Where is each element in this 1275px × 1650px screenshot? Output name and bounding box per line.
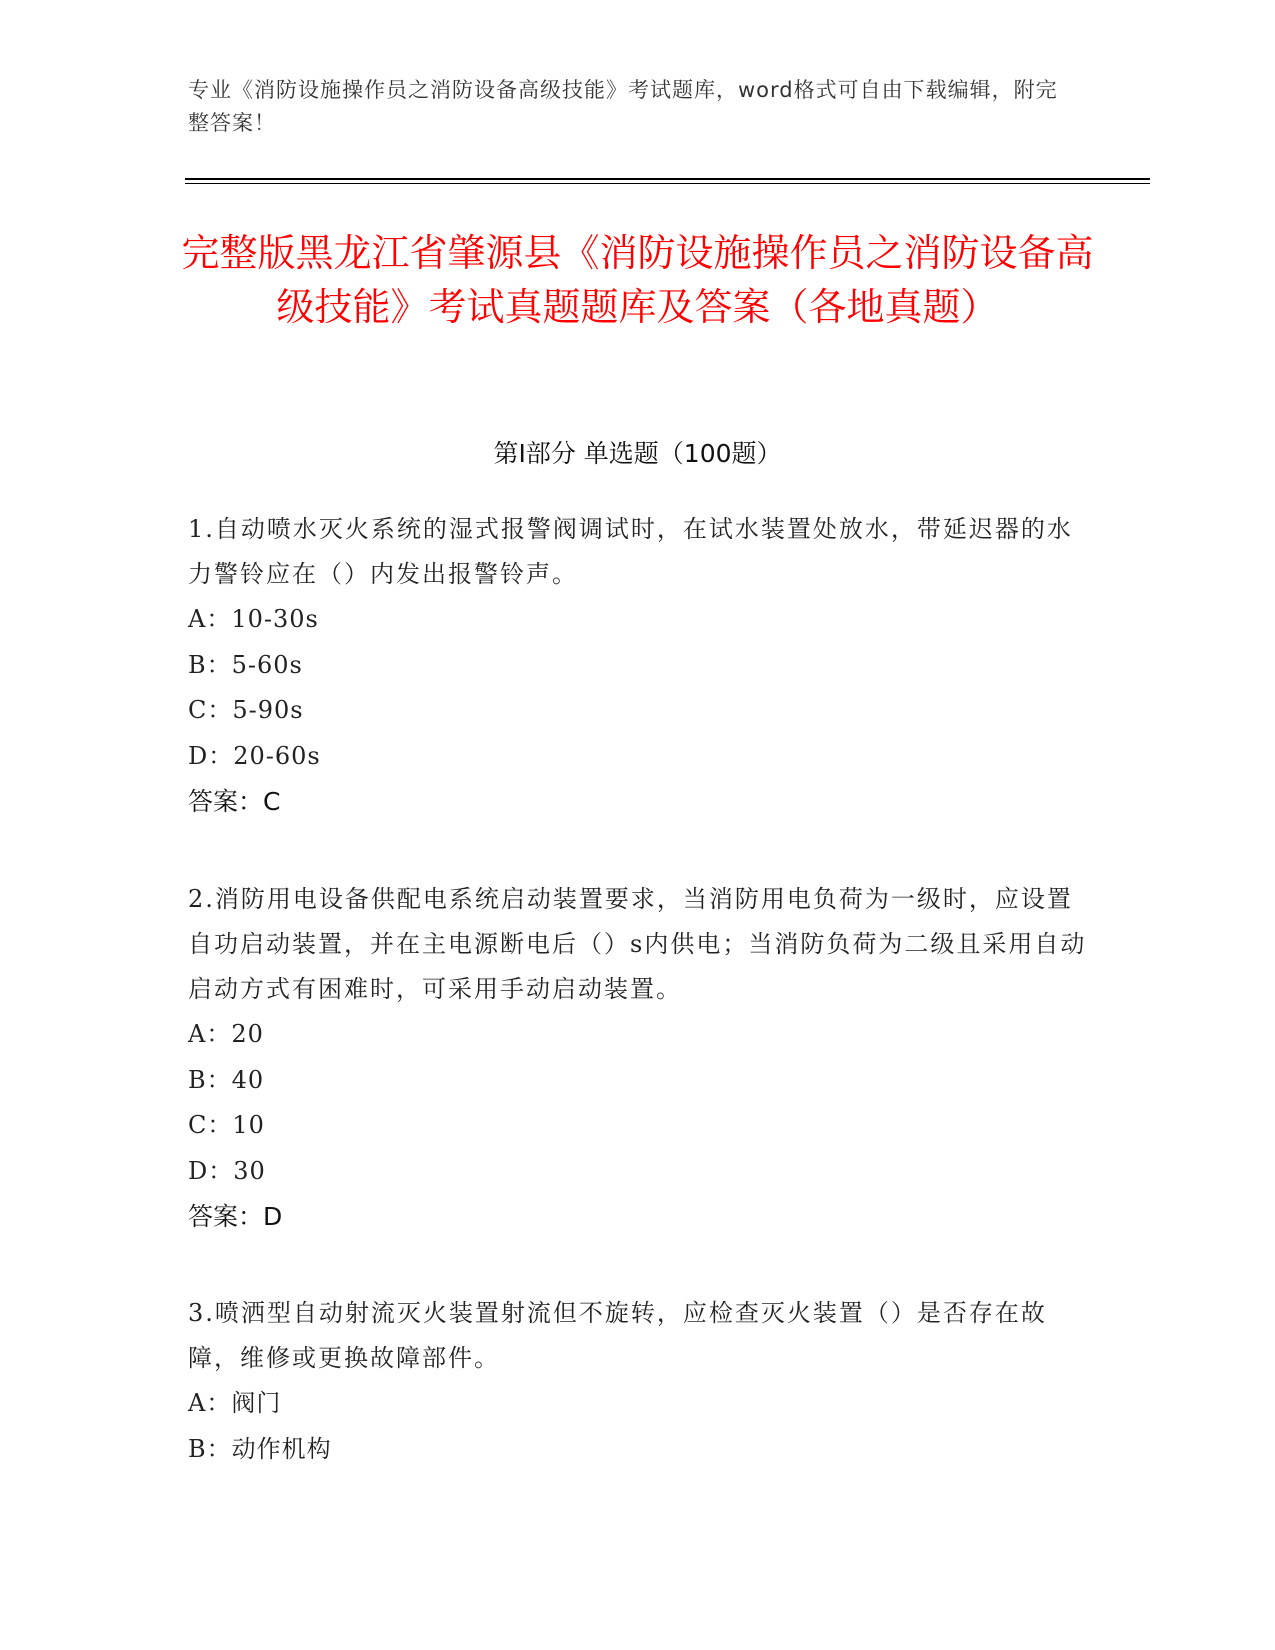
header-divider (185, 178, 1150, 180)
answer: 答案：C (188, 787, 281, 816)
option-d: D：30 (188, 1156, 266, 1185)
option-c: C：10 (188, 1111, 265, 1139)
option-b: B：40 (188, 1065, 265, 1094)
option-b: B：5-60s (188, 650, 303, 679)
option-d: D：20-60s (188, 741, 321, 770)
question-1 (188, 507, 1088, 824)
main-title: 完整版黑龙江省肇源县《消防设施操作员之消防设备高级技能》考试真题题库及答案（各地真题） (181, 231, 1094, 329)
question-3 (188, 1291, 1088, 1472)
option-c: C：5-90s (188, 696, 304, 724)
question-stem: 1.自动喷水灭火系统的湿式报警阀调试时，在试水装置处放水，带延迟器的水力警铃应在（）内发出报警铃声。 (188, 515, 1073, 588)
question-stem: 2.消防用电设备供配电系统启动装置要求，当消防用电负荷为一级时，应设置自功启动装置，并在主电源断电后（）s内供电；当消防负荷为二级且采用自动启动方式有困难时，可采用手动启动装置。 (188, 885, 1087, 1003)
header-divider-thin (185, 183, 1150, 184)
option-b: B：动作机构 (188, 1434, 332, 1463)
section-title: 第Ⅰ部分 单选题（100题） (493, 439, 782, 468)
header-note: 专业《消防设施操作员之消防设备高级技能》考试题库，word格式可自由下载编辑，附完整答案！ (188, 78, 1058, 135)
option-a: A：10-30s (188, 605, 319, 633)
option-a: A：阀门 (188, 1389, 282, 1417)
option-a: A：20 (188, 1020, 264, 1048)
question-stem: 3.喷洒型自动射流灭火装置射流但不旋转，应检查灭火装置（）是否存在故障，维修或更换故障部件。 (188, 1299, 1047, 1372)
question-2 (188, 877, 1088, 1239)
answer: 答案：D (188, 1202, 283, 1231)
